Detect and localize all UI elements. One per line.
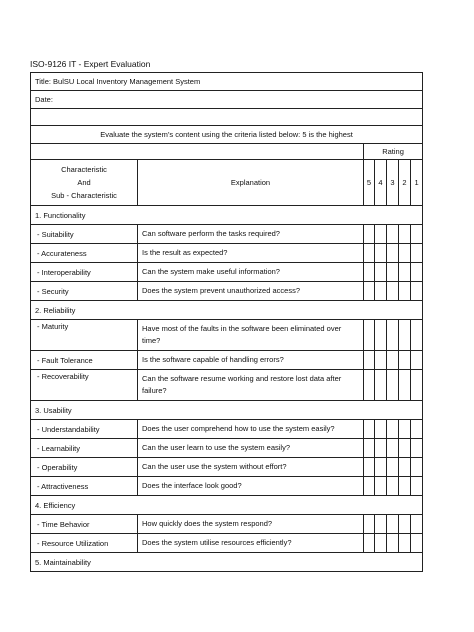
rating-checkbox-1[interactable] <box>411 263 423 282</box>
rating-checkbox-2[interactable] <box>399 477 411 496</box>
criteria-row <box>31 439 423 458</box>
rating-checkbox-1[interactable] <box>411 515 423 534</box>
rating-checkbox-3[interactable] <box>387 282 399 301</box>
rating-checkbox-1[interactable] <box>411 244 423 263</box>
sub-characteristic-label: - Interoperability <box>31 263 138 282</box>
section-title-usability: 3. Usability <box>31 401 423 420</box>
rating-checkbox-1[interactable] <box>411 420 423 439</box>
rating-checkbox-4[interactable] <box>375 458 387 477</box>
sub-characteristic-label: - Suitability <box>31 225 138 244</box>
rating-checkbox-5[interactable] <box>364 534 375 553</box>
characteristic-header-line2: And <box>77 178 91 187</box>
rating-checkbox-3[interactable] <box>387 244 399 263</box>
rating-checkbox-3[interactable] <box>387 458 399 477</box>
rating-checkbox-4[interactable] <box>375 282 387 301</box>
criteria-question: Have most of the faults in the software been eliminated over time? <box>138 320 364 351</box>
criteria-question: Does the interface look good? <box>138 477 364 496</box>
rating-checkbox-3[interactable] <box>387 420 399 439</box>
rating-checkbox-5[interactable] <box>364 320 375 351</box>
criteria-row <box>31 351 423 370</box>
rating-checkbox-2[interactable] <box>399 320 411 351</box>
rating-checkbox-1[interactable] <box>411 534 423 553</box>
rating-checkbox-2[interactable] <box>399 420 411 439</box>
rating-checkbox-3[interactable] <box>387 370 399 401</box>
rating-checkbox-3[interactable] <box>387 351 399 370</box>
sub-characteristic-label: - Security <box>31 282 138 301</box>
section-title-functionality: 1. Functionality <box>31 206 423 225</box>
rating-checkbox-1[interactable] <box>411 282 423 301</box>
rating-checkbox-3[interactable] <box>387 439 399 458</box>
spacer-row <box>31 109 423 126</box>
rating-value-1: 1 <box>411 160 423 206</box>
rating-header-row <box>31 144 423 160</box>
criteria-question: Does the system prevent unauthorized access? <box>138 282 364 301</box>
rating-checkbox-5[interactable] <box>364 439 375 458</box>
rating-checkbox-2[interactable] <box>399 515 411 534</box>
criteria-row <box>31 320 423 351</box>
column-header-row <box>31 160 423 206</box>
rating-checkbox-4[interactable] <box>375 225 387 244</box>
rating-value-3: 3 <box>387 160 399 206</box>
section-row <box>31 301 423 320</box>
rating-checkbox-3[interactable] <box>387 515 399 534</box>
section-title-efficiency: 4. Efficiency <box>31 496 423 515</box>
section-row <box>31 401 423 420</box>
rating-checkbox-1[interactable] <box>411 458 423 477</box>
section-title-reliability: 2. Reliability <box>31 301 423 320</box>
rating-checkbox-2[interactable] <box>399 458 411 477</box>
characteristic-header-line1: Characteristic <box>61 165 107 174</box>
rating-checkbox-5[interactable] <box>364 515 375 534</box>
criteria-question: Does the user comprehend how to use the system easily? <box>138 420 364 439</box>
sub-characteristic-label: - Resource Utilization <box>31 534 138 553</box>
criteria-row <box>31 225 423 244</box>
rating-checkbox-4[interactable] <box>375 420 387 439</box>
sub-characteristic-label: - Operability <box>31 458 138 477</box>
criteria-question: Can the system make useful information? <box>138 263 364 282</box>
criteria-question: Can the software resume working and restore lost data after failure? <box>138 370 364 401</box>
sub-characteristic-label: - Understandability <box>31 420 138 439</box>
rating-checkbox-2[interactable] <box>399 370 411 401</box>
rating-checkbox-3[interactable] <box>387 477 399 496</box>
rating-checkbox-5[interactable] <box>364 263 375 282</box>
criteria-question: How quickly does the system respond? <box>138 515 364 534</box>
rating-checkbox-4[interactable] <box>375 515 387 534</box>
criteria-question: Can the user use the system without effort? <box>138 458 364 477</box>
criteria-row <box>31 458 423 477</box>
blank-cell <box>31 109 423 126</box>
rating-checkbox-1[interactable] <box>411 225 423 244</box>
rating-checkbox-5[interactable] <box>364 370 375 401</box>
rating-checkbox-4[interactable] <box>375 351 387 370</box>
rating-checkbox-5[interactable] <box>364 420 375 439</box>
title-field: Title: BulSU Local Inventory Management System <box>31 73 423 91</box>
rating-checkbox-2[interactable] <box>399 439 411 458</box>
rating-checkbox-3[interactable] <box>387 320 399 351</box>
rating-checkbox-1[interactable] <box>411 320 423 351</box>
sub-characteristic-label: - Maturity <box>31 320 138 351</box>
sub-characteristic-label: - Learnability <box>31 439 138 458</box>
criteria-row <box>31 477 423 496</box>
sub-characteristic-label: - Accurateness <box>31 244 138 263</box>
sub-characteristic-label: - Time Behavior <box>31 515 138 534</box>
section-row <box>31 496 423 515</box>
header-blank-cell <box>31 144 364 160</box>
criteria-question: Can software perform the tasks required? <box>138 225 364 244</box>
criteria-question: Can the user learn to use the system easily? <box>138 439 364 458</box>
rating-checkbox-2[interactable] <box>399 351 411 370</box>
evaluation-form-table <box>30 72 423 572</box>
rating-checkbox-2[interactable] <box>399 282 411 301</box>
rating-checkbox-3[interactable] <box>387 534 399 553</box>
rating-checkbox-4[interactable] <box>375 439 387 458</box>
criteria-row <box>31 244 423 263</box>
rating-checkbox-1[interactable] <box>411 351 423 370</box>
rating-checkbox-4[interactable] <box>375 370 387 401</box>
criteria-row <box>31 515 423 534</box>
section-title-maintainability: 5. Maintainability <box>31 553 423 572</box>
sub-characteristic-label: - Attractiveness <box>31 477 138 496</box>
rating-value-4: 4 <box>375 160 387 206</box>
rating-checkbox-2[interactable] <box>399 534 411 553</box>
rating-checkbox-5[interactable] <box>364 282 375 301</box>
criteria-row <box>31 420 423 439</box>
criteria-question: Is the result as expected? <box>138 244 364 263</box>
criteria-row <box>31 282 423 301</box>
sub-characteristic-label: - Recoverability <box>31 370 138 401</box>
rating-checkbox-5[interactable] <box>364 244 375 263</box>
criteria-row <box>31 263 423 282</box>
rating-header: Rating <box>364 144 423 160</box>
rating-value-2: 2 <box>399 160 411 206</box>
sub-characteristic-label: - Fault Tolerance <box>31 351 138 370</box>
section-row <box>31 553 423 572</box>
rating-checkbox-1[interactable] <box>411 477 423 496</box>
rating-checkbox-2[interactable] <box>399 263 411 282</box>
rating-checkbox-5[interactable] <box>364 225 375 244</box>
title-row <box>31 73 423 91</box>
rating-checkbox-2[interactable] <box>399 244 411 263</box>
section-row <box>31 206 423 225</box>
instructions-row <box>31 126 423 144</box>
criteria-question: Does the system utilise resources efficiently? <box>138 534 364 553</box>
rating-checkbox-4[interactable] <box>375 244 387 263</box>
rating-checkbox-5[interactable] <box>364 477 375 496</box>
explanation-header: Explanation <box>138 160 364 206</box>
rating-value-5: 5 <box>364 160 375 206</box>
rating-checkbox-1[interactable] <box>411 439 423 458</box>
rating-checkbox-3[interactable] <box>387 225 399 244</box>
criteria-question: Is the software capable of handling errors? <box>138 351 364 370</box>
rating-checkbox-3[interactable] <box>387 263 399 282</box>
document-heading: ISO-9126 IT - Expert Evaluation <box>30 59 151 69</box>
rating-checkbox-4[interactable] <box>375 320 387 351</box>
instructions-text: Evaluate the system’s content using the criteria listed below: 5 is the highest <box>31 126 423 144</box>
rating-checkbox-4[interactable] <box>375 263 387 282</box>
characteristic-header <box>31 160 138 206</box>
rating-checkbox-2[interactable] <box>399 225 411 244</box>
rating-checkbox-5[interactable] <box>364 351 375 370</box>
characteristic-header-line3: Sub - Characteristic <box>51 191 117 200</box>
criteria-row <box>31 534 423 553</box>
rating-checkbox-4[interactable] <box>375 534 387 553</box>
rating-checkbox-4[interactable] <box>375 477 387 496</box>
rating-checkbox-5[interactable] <box>364 458 375 477</box>
date-row <box>31 91 423 109</box>
criteria-row <box>31 370 423 401</box>
rating-checkbox-1[interactable] <box>411 370 423 401</box>
date-field: Date: <box>31 91 423 109</box>
